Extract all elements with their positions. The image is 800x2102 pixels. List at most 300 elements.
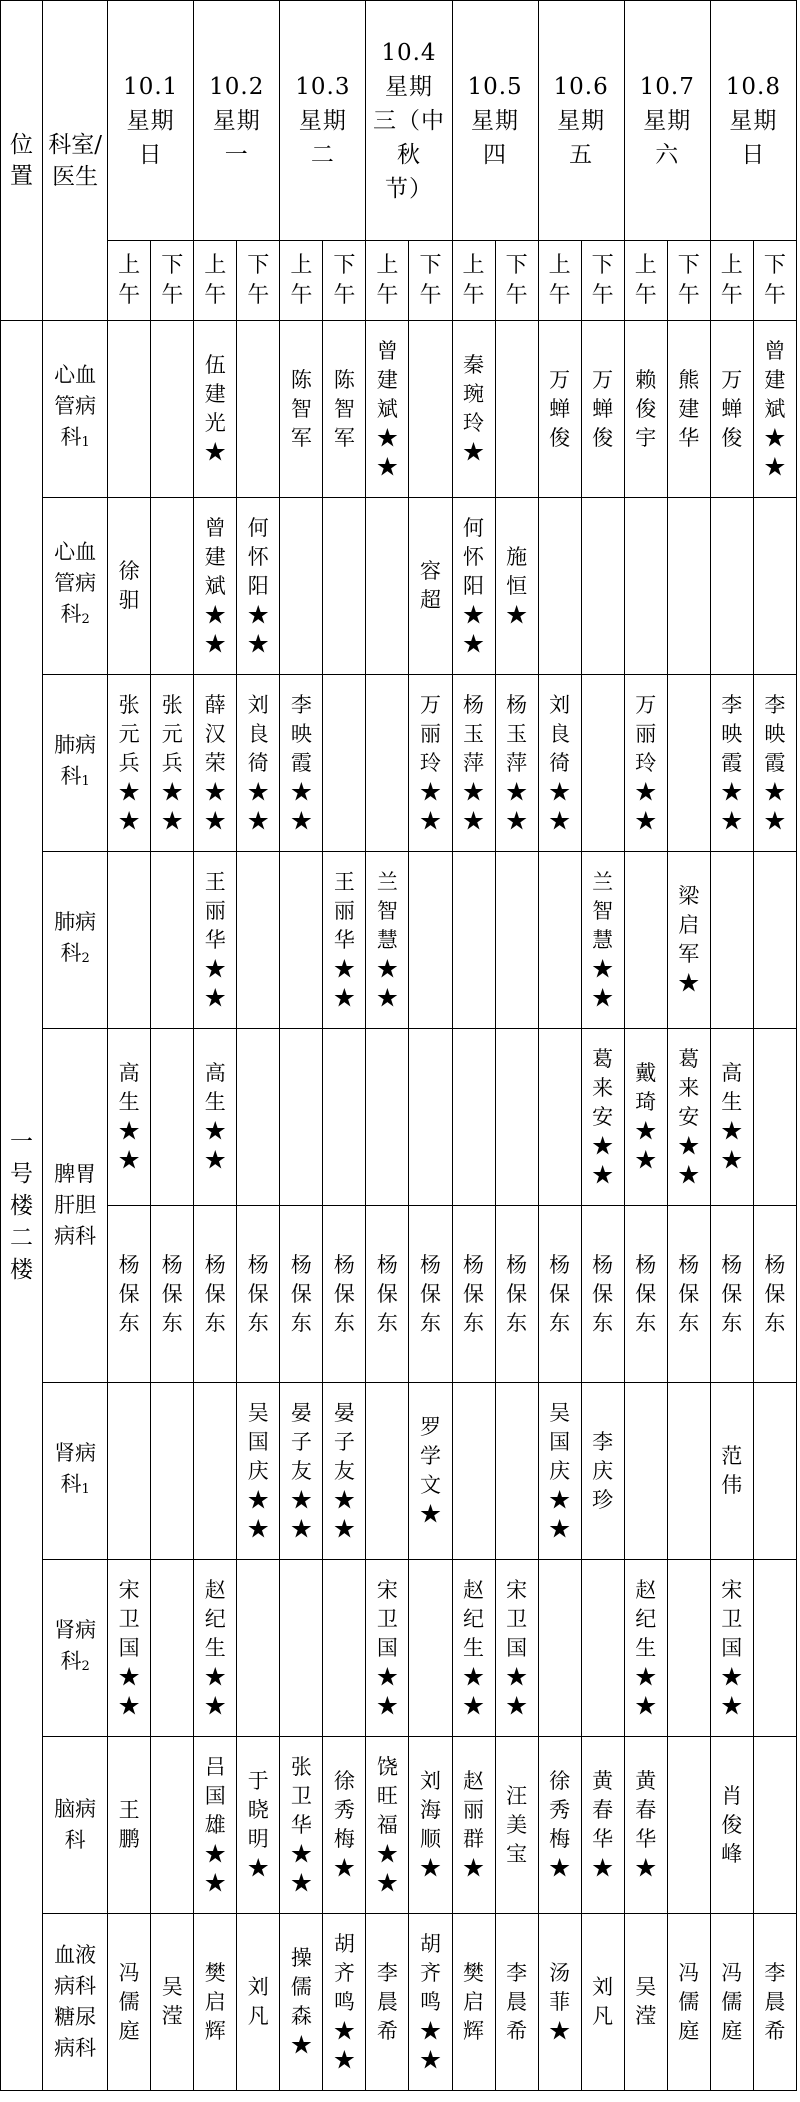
cell-text: 吴滢 <box>635 1975 657 2028</box>
schedule-cell <box>409 1206 452 1383</box>
department-name <box>43 852 108 1029</box>
morning-header <box>366 241 409 321</box>
schedule-cell <box>323 1206 366 1383</box>
cell-text: 下午 <box>161 252 184 308</box>
morning-header <box>710 241 753 321</box>
schedule-cell <box>538 1206 581 1383</box>
schedule-cell <box>624 1737 667 1914</box>
schedule-cell <box>753 1914 796 2091</box>
cell-text: 李映霞★★ <box>290 692 312 833</box>
cell-text: 冯儒庭 <box>721 1960 743 2043</box>
cell-text: 宋卫国★★ <box>376 1577 398 1718</box>
schedule-cell <box>667 1560 710 1737</box>
department-subscript: 1 <box>81 1481 90 1497</box>
cell-text: 赖俊宇 <box>635 367 657 450</box>
schedule-cell <box>452 1914 495 2091</box>
schedule-cell <box>452 1560 495 1737</box>
cell-text: 操儒森★ <box>290 1946 312 2057</box>
cell-text: 杨保东 <box>764 1252 786 1335</box>
schedule-cell <box>710 1383 753 1560</box>
schedule-cell <box>151 1560 194 1737</box>
cell-text: 樊启辉 <box>463 1960 485 2043</box>
cell-text: 杨保东 <box>549 1252 571 1335</box>
schedule-cell <box>323 1383 366 1560</box>
schedule-cell <box>495 852 538 1029</box>
schedule-cell <box>151 1206 194 1383</box>
department-label: 脾胃肝胆病科 <box>54 1162 97 1248</box>
schedule-cell <box>667 1383 710 1560</box>
cell-text: 王丽华★★ <box>204 869 226 1010</box>
cell-text: 赵纪生★★ <box>463 1577 485 1718</box>
cell-text: 杨保东 <box>290 1252 312 1335</box>
cell-text: 杨保东 <box>592 1252 614 1335</box>
department-name <box>43 675 108 852</box>
schedule-cell <box>237 321 280 498</box>
date-header: 10.5 星期 四 <box>452 1 538 241</box>
cell-text: 高生★★ <box>721 1061 743 1172</box>
schedule-cell <box>409 1737 452 1914</box>
schedule-cell <box>624 1206 667 1383</box>
schedule-cell <box>151 675 194 852</box>
schedule-cell <box>280 675 323 852</box>
cell-text: 容超 <box>419 559 441 612</box>
header-halfday-row <box>1 241 797 321</box>
schedule-cell <box>409 1560 452 1737</box>
schedule-cell <box>194 1737 237 1914</box>
cell-text: 杨保东 <box>333 1252 355 1335</box>
table-row <box>1 1206 797 1383</box>
cell-text: 晏子友★★ <box>290 1400 312 1541</box>
cell-text: 上午 <box>548 252 571 308</box>
schedule-cell <box>538 321 581 498</box>
header-date-row <box>1 1 797 241</box>
schedule-cell <box>495 498 538 675</box>
cell-text: 上午 <box>376 252 399 308</box>
cell-text: 吴滢 <box>161 1975 183 2028</box>
schedule-cell <box>710 498 753 675</box>
cell-text: 高生★★ <box>118 1061 140 1172</box>
department-label: 肾病科 <box>54 1617 97 1673</box>
schedule-cell <box>624 321 667 498</box>
schedule-cell <box>366 1737 409 1914</box>
schedule-cell <box>323 321 366 498</box>
table-row <box>1 1737 797 1914</box>
department-name <box>43 1560 108 1737</box>
cell-text: 杨玉萍★★ <box>506 692 528 833</box>
cell-text: 杨保东 <box>247 1252 269 1335</box>
cell-text: 宋卫国★★ <box>506 1577 528 1718</box>
cell-text: 徐秀梅★ <box>549 1769 571 1880</box>
floor-label <box>1 321 43 2091</box>
morning-header <box>280 241 323 321</box>
schedule-cell <box>452 1206 495 1383</box>
cell-text: 张卫华★★ <box>290 1754 312 1895</box>
schedule-cell <box>753 1383 796 1560</box>
cell-text: 冯儒庭 <box>118 1960 140 2043</box>
schedule-cell <box>710 1737 753 1914</box>
cell-text: 曾建斌★★ <box>204 515 226 656</box>
afternoon-header <box>409 241 452 321</box>
schedule-cell <box>753 321 796 498</box>
cell-text: 下午 <box>419 252 442 308</box>
schedule-cell <box>194 1206 237 1383</box>
schedule-cell <box>151 498 194 675</box>
department-subscript: 2 <box>81 950 90 966</box>
table-row <box>1 321 797 498</box>
schedule-cell <box>151 1029 194 1206</box>
schedule-cell <box>280 1560 323 1737</box>
cell-text: 王丽华★★ <box>333 869 355 1010</box>
schedule-cell <box>581 321 624 498</box>
cell-text: 杨保东 <box>678 1252 700 1335</box>
cell-text: 刘凡 <box>592 1975 614 2028</box>
schedule-cell <box>538 1914 581 2091</box>
schedule-cell <box>581 1737 624 1914</box>
morning-header <box>194 241 237 321</box>
cell-text: 杨保东 <box>118 1252 140 1335</box>
schedule-cell <box>323 1737 366 1914</box>
schedule-cell <box>667 1206 710 1383</box>
schedule-cell <box>581 1206 624 1383</box>
schedule-cell <box>667 1737 710 1914</box>
schedule-cell <box>323 1560 366 1737</box>
date-header: 10.2 星期 一 <box>194 1 280 241</box>
schedule-cell <box>753 675 796 852</box>
department-name <box>43 1914 108 2091</box>
schedule-cell <box>151 1737 194 1914</box>
schedule-cell <box>495 1737 538 1914</box>
schedule-cell <box>495 675 538 852</box>
schedule-cell <box>753 1560 796 1737</box>
cell-text: 下午 <box>333 252 356 308</box>
schedule-cell <box>452 1383 495 1560</box>
cell-text: 赵纪生★★ <box>204 1577 226 1718</box>
cell-text: 上午 <box>720 252 743 308</box>
cell-text: 下午 <box>591 252 614 308</box>
cell-text: 杨保东 <box>376 1252 398 1335</box>
cell-text: 梁启军★ <box>678 884 700 995</box>
schedule-cell <box>538 852 581 1029</box>
schedule-cell <box>581 852 624 1029</box>
table-row <box>1 1560 797 1737</box>
cell-text: 冯儒庭 <box>678 1960 700 2043</box>
cell-text: 罗学文★ <box>419 1415 441 1526</box>
cell-text: 刘良徛★★ <box>549 692 571 833</box>
department-name <box>43 1383 108 1560</box>
schedule-cell <box>710 1560 753 1737</box>
cell-text: 胡齐鸣★★ <box>419 1931 441 2072</box>
schedule-cell <box>624 1383 667 1560</box>
cell-text: 晏子友★★ <box>333 1400 355 1541</box>
cell-text: 杨保东 <box>161 1252 183 1335</box>
schedule-cell <box>495 1206 538 1383</box>
schedule-cell <box>409 1029 452 1206</box>
schedule-cell <box>366 1029 409 1206</box>
schedule-cell <box>452 852 495 1029</box>
schedule-cell <box>452 1737 495 1914</box>
schedule-cell <box>667 321 710 498</box>
schedule-cell <box>667 1914 710 2091</box>
schedule-cell <box>409 498 452 675</box>
cell-text: 上午 <box>204 252 227 308</box>
schedule-cell <box>538 1029 581 1206</box>
schedule-cell <box>194 675 237 852</box>
schedule-cell <box>151 1383 194 1560</box>
schedule-cell <box>280 852 323 1029</box>
schedule-cell <box>366 1206 409 1383</box>
cell-text: 刘海顺★ <box>419 1769 441 1880</box>
schedule-cell <box>237 1383 280 1560</box>
schedule-cell <box>538 1383 581 1560</box>
schedule-cell <box>624 1029 667 1206</box>
schedule-cell <box>280 1737 323 1914</box>
cell-text: 熊建华 <box>678 367 700 450</box>
department-header: 科室/ 医生 <box>43 1 108 321</box>
table-row <box>1 498 797 675</box>
schedule-cell <box>624 498 667 675</box>
schedule-cell <box>280 1206 323 1383</box>
schedule-cell <box>538 1737 581 1914</box>
cell-text: 饶旺福★★ <box>376 1754 398 1895</box>
cell-text: 李晨希 <box>764 1960 786 2043</box>
schedule-cell <box>667 675 710 852</box>
cell-text: 刘良徛★★ <box>247 692 269 833</box>
schedule-cell <box>581 1560 624 1737</box>
cell-text: 杨玉萍★★ <box>463 692 485 833</box>
cell-text: 黄春华★ <box>592 1769 614 1880</box>
schedule-cell <box>323 1029 366 1206</box>
schedule-cell <box>366 321 409 498</box>
schedule-cell <box>323 675 366 852</box>
schedule-cell <box>108 1206 151 1383</box>
schedule-cell <box>581 1914 624 2091</box>
afternoon-header <box>323 241 366 321</box>
cell-text: 万蝉俊 <box>721 367 743 450</box>
schedule-cell <box>753 1206 796 1383</box>
cell-text: 刘凡 <box>247 1975 269 2028</box>
schedule-cell <box>753 498 796 675</box>
schedule-cell <box>108 852 151 1029</box>
schedule-cell <box>280 1029 323 1206</box>
schedule-cell <box>108 1560 151 1737</box>
afternoon-header <box>495 241 538 321</box>
schedule-cell <box>581 1029 624 1206</box>
schedule-cell <box>194 1560 237 1737</box>
morning-header <box>452 241 495 321</box>
date-header: 10.1 星期 日 <box>108 1 194 241</box>
schedule-cell <box>409 1383 452 1560</box>
schedule-cell <box>753 852 796 1029</box>
schedule-cell <box>624 1560 667 1737</box>
department-label: 心血管病科 <box>54 363 97 449</box>
schedule-cell <box>237 1029 280 1206</box>
cell-text: 王鹏 <box>118 1798 140 1851</box>
schedule-cell <box>323 498 366 675</box>
morning-header <box>624 241 667 321</box>
cell-text: 上午 <box>462 252 485 308</box>
schedule-cell <box>194 498 237 675</box>
department-subscript: 2 <box>81 612 90 627</box>
schedule-cell <box>108 675 151 852</box>
cell-text: 何怀阳★★ <box>247 515 269 656</box>
schedule-cell <box>151 1914 194 2091</box>
schedule-cell <box>194 1914 237 2091</box>
cell-text: 李庆珍 <box>592 1429 614 1512</box>
department-name <box>43 321 108 498</box>
schedule-cell <box>237 852 280 1029</box>
afternoon-header <box>581 241 624 321</box>
schedule-cell <box>452 321 495 498</box>
cell-text: 宋卫国★★ <box>118 1577 140 1718</box>
schedule-cell <box>237 1914 280 2091</box>
cell-text: 上午 <box>634 252 657 308</box>
cell-text: 杨保东 <box>204 1252 226 1335</box>
cell-text: 万蝉俊 <box>592 367 614 450</box>
cell-text: 张元兵★★ <box>161 692 183 833</box>
cell-text: 曾建斌★★ <box>764 338 786 479</box>
date-header: 10.3 星期 二 <box>280 1 366 241</box>
schedule-cell <box>366 498 409 675</box>
schedule-cell <box>280 1383 323 1560</box>
table-row <box>1 1914 797 2091</box>
cell-text: 徐秀梅★ <box>333 1769 355 1880</box>
afternoon-header <box>237 241 280 321</box>
schedule-cell <box>194 852 237 1029</box>
cell-text: 李映霞★★ <box>721 692 743 833</box>
cell-text: 吴国庆★★ <box>247 1400 269 1541</box>
cell-text: 胡齐鸣★★ <box>333 1931 355 2072</box>
department-subscript: 2 <box>81 1658 90 1674</box>
schedule-cell <box>409 675 452 852</box>
cell-text: 杨保东 <box>506 1252 528 1335</box>
cell-text: 李晨希 <box>506 1960 528 2043</box>
cell-text: 下午 <box>247 252 270 308</box>
cell-text: 下午 <box>763 252 786 308</box>
schedule-cell <box>495 1383 538 1560</box>
cell-text: 李晨希 <box>376 1960 398 2043</box>
schedule-cell <box>753 1029 796 1206</box>
cell-text: 葛来安★★ <box>592 1046 614 1187</box>
schedule-cell <box>452 498 495 675</box>
cell-text: 杨保东 <box>635 1252 657 1335</box>
cell-text: 汪美宝 <box>506 1783 528 1866</box>
cell-text: 陈智军 <box>333 367 355 450</box>
cell-text: 万丽玲★★ <box>419 692 441 833</box>
cell-text: 杨保东 <box>721 1252 743 1335</box>
schedule-cell <box>581 1383 624 1560</box>
department-label: 肺病科 <box>54 732 97 788</box>
schedule-cell <box>538 1560 581 1737</box>
schedule-cell <box>194 1383 237 1560</box>
schedule-cell <box>753 1737 796 1914</box>
schedule-cell <box>710 321 753 498</box>
department-label: 脑病科 <box>54 1797 97 1852</box>
department-name <box>43 1737 108 1914</box>
schedule-cell <box>495 321 538 498</box>
cell-text: 吕国雄★★ <box>204 1754 226 1895</box>
cell-text: 高生★★ <box>204 1061 226 1172</box>
department-label: 肺病科 <box>54 909 97 965</box>
schedule-cell <box>366 675 409 852</box>
cell-text: 于晓明★ <box>247 1769 269 1880</box>
schedule-cell <box>538 675 581 852</box>
schedule-cell <box>237 1206 280 1383</box>
cell-text: 徐驲 <box>118 559 140 612</box>
cell-text: 戴琦★★ <box>635 1061 657 1172</box>
department-subscript: 1 <box>81 435 90 450</box>
morning-header <box>538 241 581 321</box>
cell-text: 陈智军 <box>290 367 312 450</box>
afternoon-header <box>151 241 194 321</box>
table-row <box>1 1383 797 1560</box>
schedule-cell <box>710 1029 753 1206</box>
cell-text: 何怀阳★★ <box>463 515 485 656</box>
afternoon-header <box>753 241 796 321</box>
schedule-cell <box>667 498 710 675</box>
morning-header <box>108 241 151 321</box>
schedule-cell <box>280 1914 323 2091</box>
cell-text: 赵丽群★ <box>463 1769 485 1880</box>
cell-text: 上午 <box>118 252 141 308</box>
position-header: 位置 <box>1 1 43 321</box>
date-header: 10.7 星期 六 <box>624 1 710 241</box>
cell-text: 施恒★ <box>506 544 528 627</box>
schedule-cell <box>194 1029 237 1206</box>
schedule-cell <box>624 852 667 1029</box>
schedule-cell <box>581 675 624 852</box>
schedule-cell <box>581 498 624 675</box>
schedule-cell <box>409 1914 452 2091</box>
schedule-cell <box>108 1029 151 1206</box>
schedule-cell <box>667 852 710 1029</box>
schedule-cell <box>495 1560 538 1737</box>
cell-text: 肖俊峰 <box>721 1783 743 1866</box>
schedule-cell <box>710 675 753 852</box>
cell-text: 上午 <box>290 252 313 308</box>
schedule-cell <box>538 498 581 675</box>
schedule-cell <box>237 1560 280 1737</box>
schedule-cell <box>409 321 452 498</box>
department-subscript: 1 <box>81 773 90 789</box>
cell-text: 兰智慧★★ <box>592 869 614 1010</box>
schedule-cell <box>366 1914 409 2091</box>
schedule-cell <box>237 675 280 852</box>
schedule-cell <box>237 498 280 675</box>
department-name <box>43 1029 108 1383</box>
schedule-cell <box>280 498 323 675</box>
schedule-cell <box>323 852 366 1029</box>
schedule-cell <box>495 1029 538 1206</box>
schedule-cell <box>151 321 194 498</box>
cell-text: 宋卫国★★ <box>721 1577 743 1718</box>
schedule-cell <box>366 1383 409 1560</box>
schedule-cell <box>624 1914 667 2091</box>
date-header: 10.6 星期 五 <box>538 1 624 241</box>
schedule-cell <box>237 1737 280 1914</box>
cell-text: 汤菲★ <box>549 1960 571 2043</box>
schedule-cell <box>710 852 753 1029</box>
schedule-cell <box>409 852 452 1029</box>
department-label: 血液病科糖尿病科 <box>54 1943 97 2060</box>
schedule-cell <box>108 321 151 498</box>
cell-text: 秦琬玲★ <box>463 353 485 464</box>
schedule-cell <box>452 1029 495 1206</box>
table-row <box>1 675 797 852</box>
cell-text: 下午 <box>677 252 700 308</box>
schedule-cell <box>624 675 667 852</box>
schedule-cell <box>710 1206 753 1383</box>
cell-text: 兰智慧★★ <box>376 869 398 1010</box>
